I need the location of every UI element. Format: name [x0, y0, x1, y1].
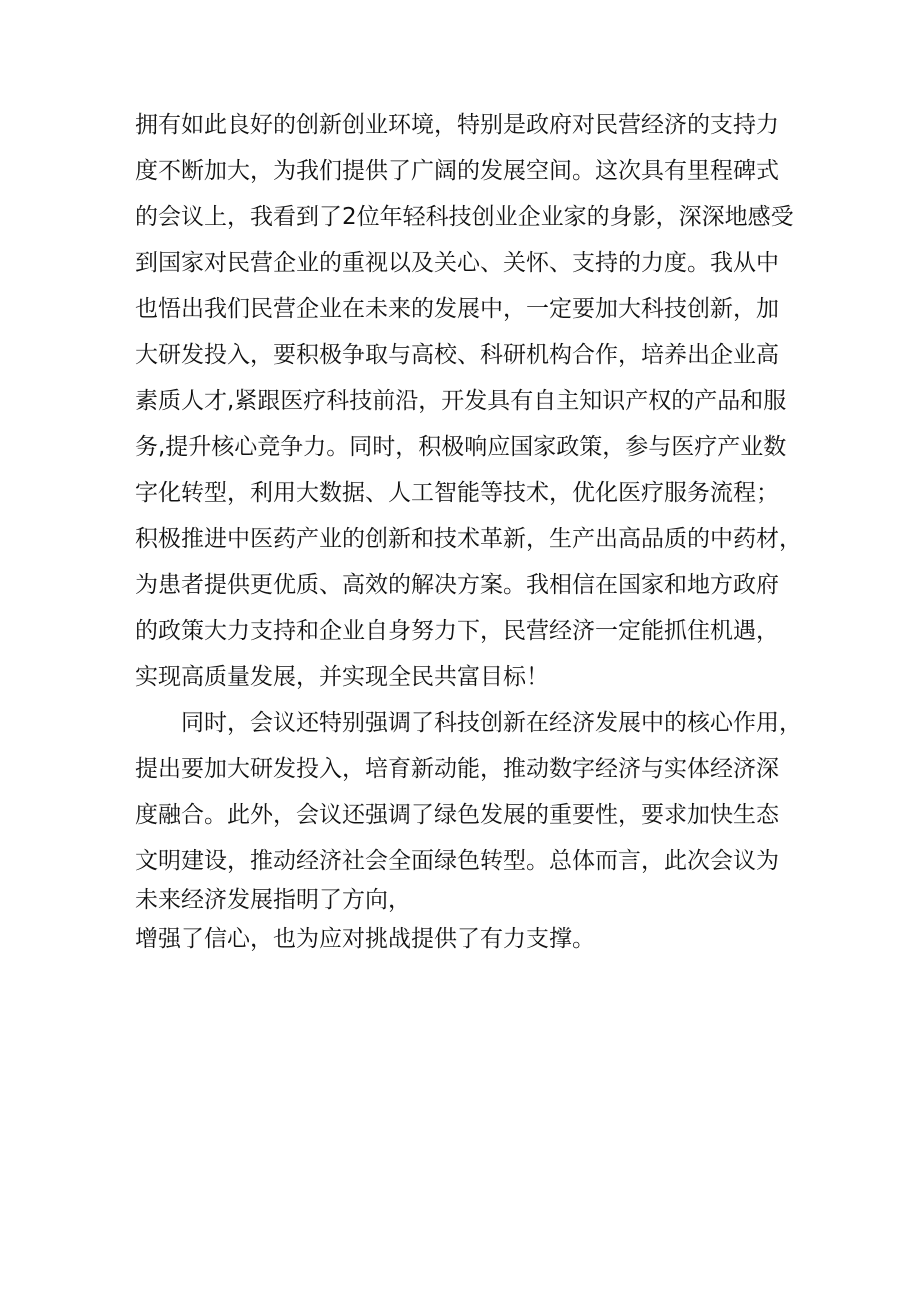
text-line: 字化转型，利用大数据、人工智能等技术，优化医疗服务流程； — [135, 480, 779, 506]
text-line: 度融合。此外，会议还强调了绿色发展的重要性，要求加快生态 — [135, 802, 779, 828]
text-line: 增强了信心，也为应对挑战提供了有力支撑。 — [135, 926, 595, 952]
text-line: 也悟出我们民营企业在未来的发展中，一定要加大科技创新，加 — [135, 296, 779, 322]
text-line: 实现高质量发展，并实现全民共富目标！ — [135, 664, 549, 690]
text-line: 素质人才,紧跟医疗科技前沿，开发具有自主知识产权的产品和服 — [135, 388, 787, 414]
paragraph-start-line: 同时，会议还特别强调了科技创新在经济发展中的核心作用， — [181, 710, 802, 736]
text-line: 拥有如此良好的创新创业环境，特别是政府对民营经济的支持力 — [135, 112, 779, 138]
text-line: 度不断加大，为我们提供了广阔的发展空间。这次具有里程碑式 — [135, 158, 779, 184]
text-line: 的会议上，我看到了2位年轻科技创业企业家的身影，深深地感受 — [135, 204, 794, 230]
text-line: 提出要加大研发投入，培育新动能，推动数字经济与实体经济深 — [135, 756, 779, 782]
text-line: 文明建设，推动经济社会全面绿色转型。总体而言，此次会议为 — [135, 848, 779, 874]
text-line: 的政策大力支持和企业自身努力下，民营经济一定能抓住机遇， — [135, 618, 779, 644]
text-line: 大研发投入，要积极争取与高校、科研机构合作，培养出企业高 — [135, 342, 779, 368]
text-line: 到国家对民营企业的重视以及关心、关怀、支持的力度。我从中 — [135, 250, 779, 276]
text-line: 未来经济发展指明了方向， — [135, 887, 411, 913]
body-text — [135, 102, 802, 962]
text-line: 为患者提供更优质、高效的解决方案。我相信在国家和地方政府 — [135, 572, 779, 598]
text-line: 积极推进中医药产业的创新和技术革新，生产出高品质的中药材， — [135, 526, 802, 552]
text-line: 务,提升核心竞争力。同时，积极响应国家政策，参与医疗产业数 — [135, 434, 787, 460]
